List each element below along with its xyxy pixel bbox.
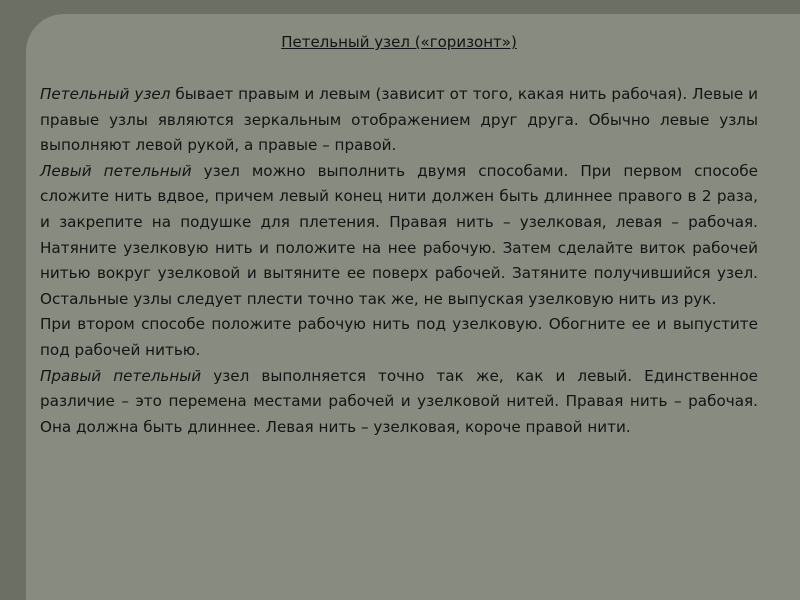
paragraph-lead: Правый петельный xyxy=(40,366,202,385)
paragraph-left-knot xyxy=(40,159,758,313)
paragraph-lead: Левый петельный xyxy=(40,161,192,180)
paragraph-text: узел выполняется точно так же, как и левый. Единственное различие – это перемена местами рабочей и узелковой нитей. Правая нить – рабочая. Она должна быть длиннее. Левая нить – узелковая, короче правой нити. xyxy=(40,366,759,436)
paragraph-second-method xyxy=(40,312,758,363)
paragraph-text: бывает правым и левым (зависит от того, какая нить рабочая). Левые и правые узлы являются зеркальным отображением друг друга. Обычно левые узлы выполняют левой рукой, а правые – правой. xyxy=(40,85,758,155)
paragraph-text: узел можно выполнить двумя способами. При первом способе сложите нить вдвое, причем левый конец нити должен быть длиннее правого в 2 раза, и закрепите на подушке для плетения. Правая нить – узелковая, левая – рабочая. Натяните узелковую нить и положите на нее рабочую. Затем сделайте виток рабочей нитью вокруг узелковой и вытяните ее поверх рабочей. Затяните получившийся узел. Остальные узлы следует плести точно так же, не выпуская узелковую нить из рук. xyxy=(40,161,758,308)
page-title: Петельный узел («горизонт») xyxy=(281,33,517,51)
paragraph-text: При втором способе положите рабочую нить под узелковую. Обогните ее и выпустите под рабочей нитью. xyxy=(40,315,758,359)
paragraph-lead: Петельный узел xyxy=(40,85,171,103)
paragraph-right-knot xyxy=(40,364,758,441)
paragraph-intro xyxy=(40,82,758,159)
content-area xyxy=(40,28,758,440)
